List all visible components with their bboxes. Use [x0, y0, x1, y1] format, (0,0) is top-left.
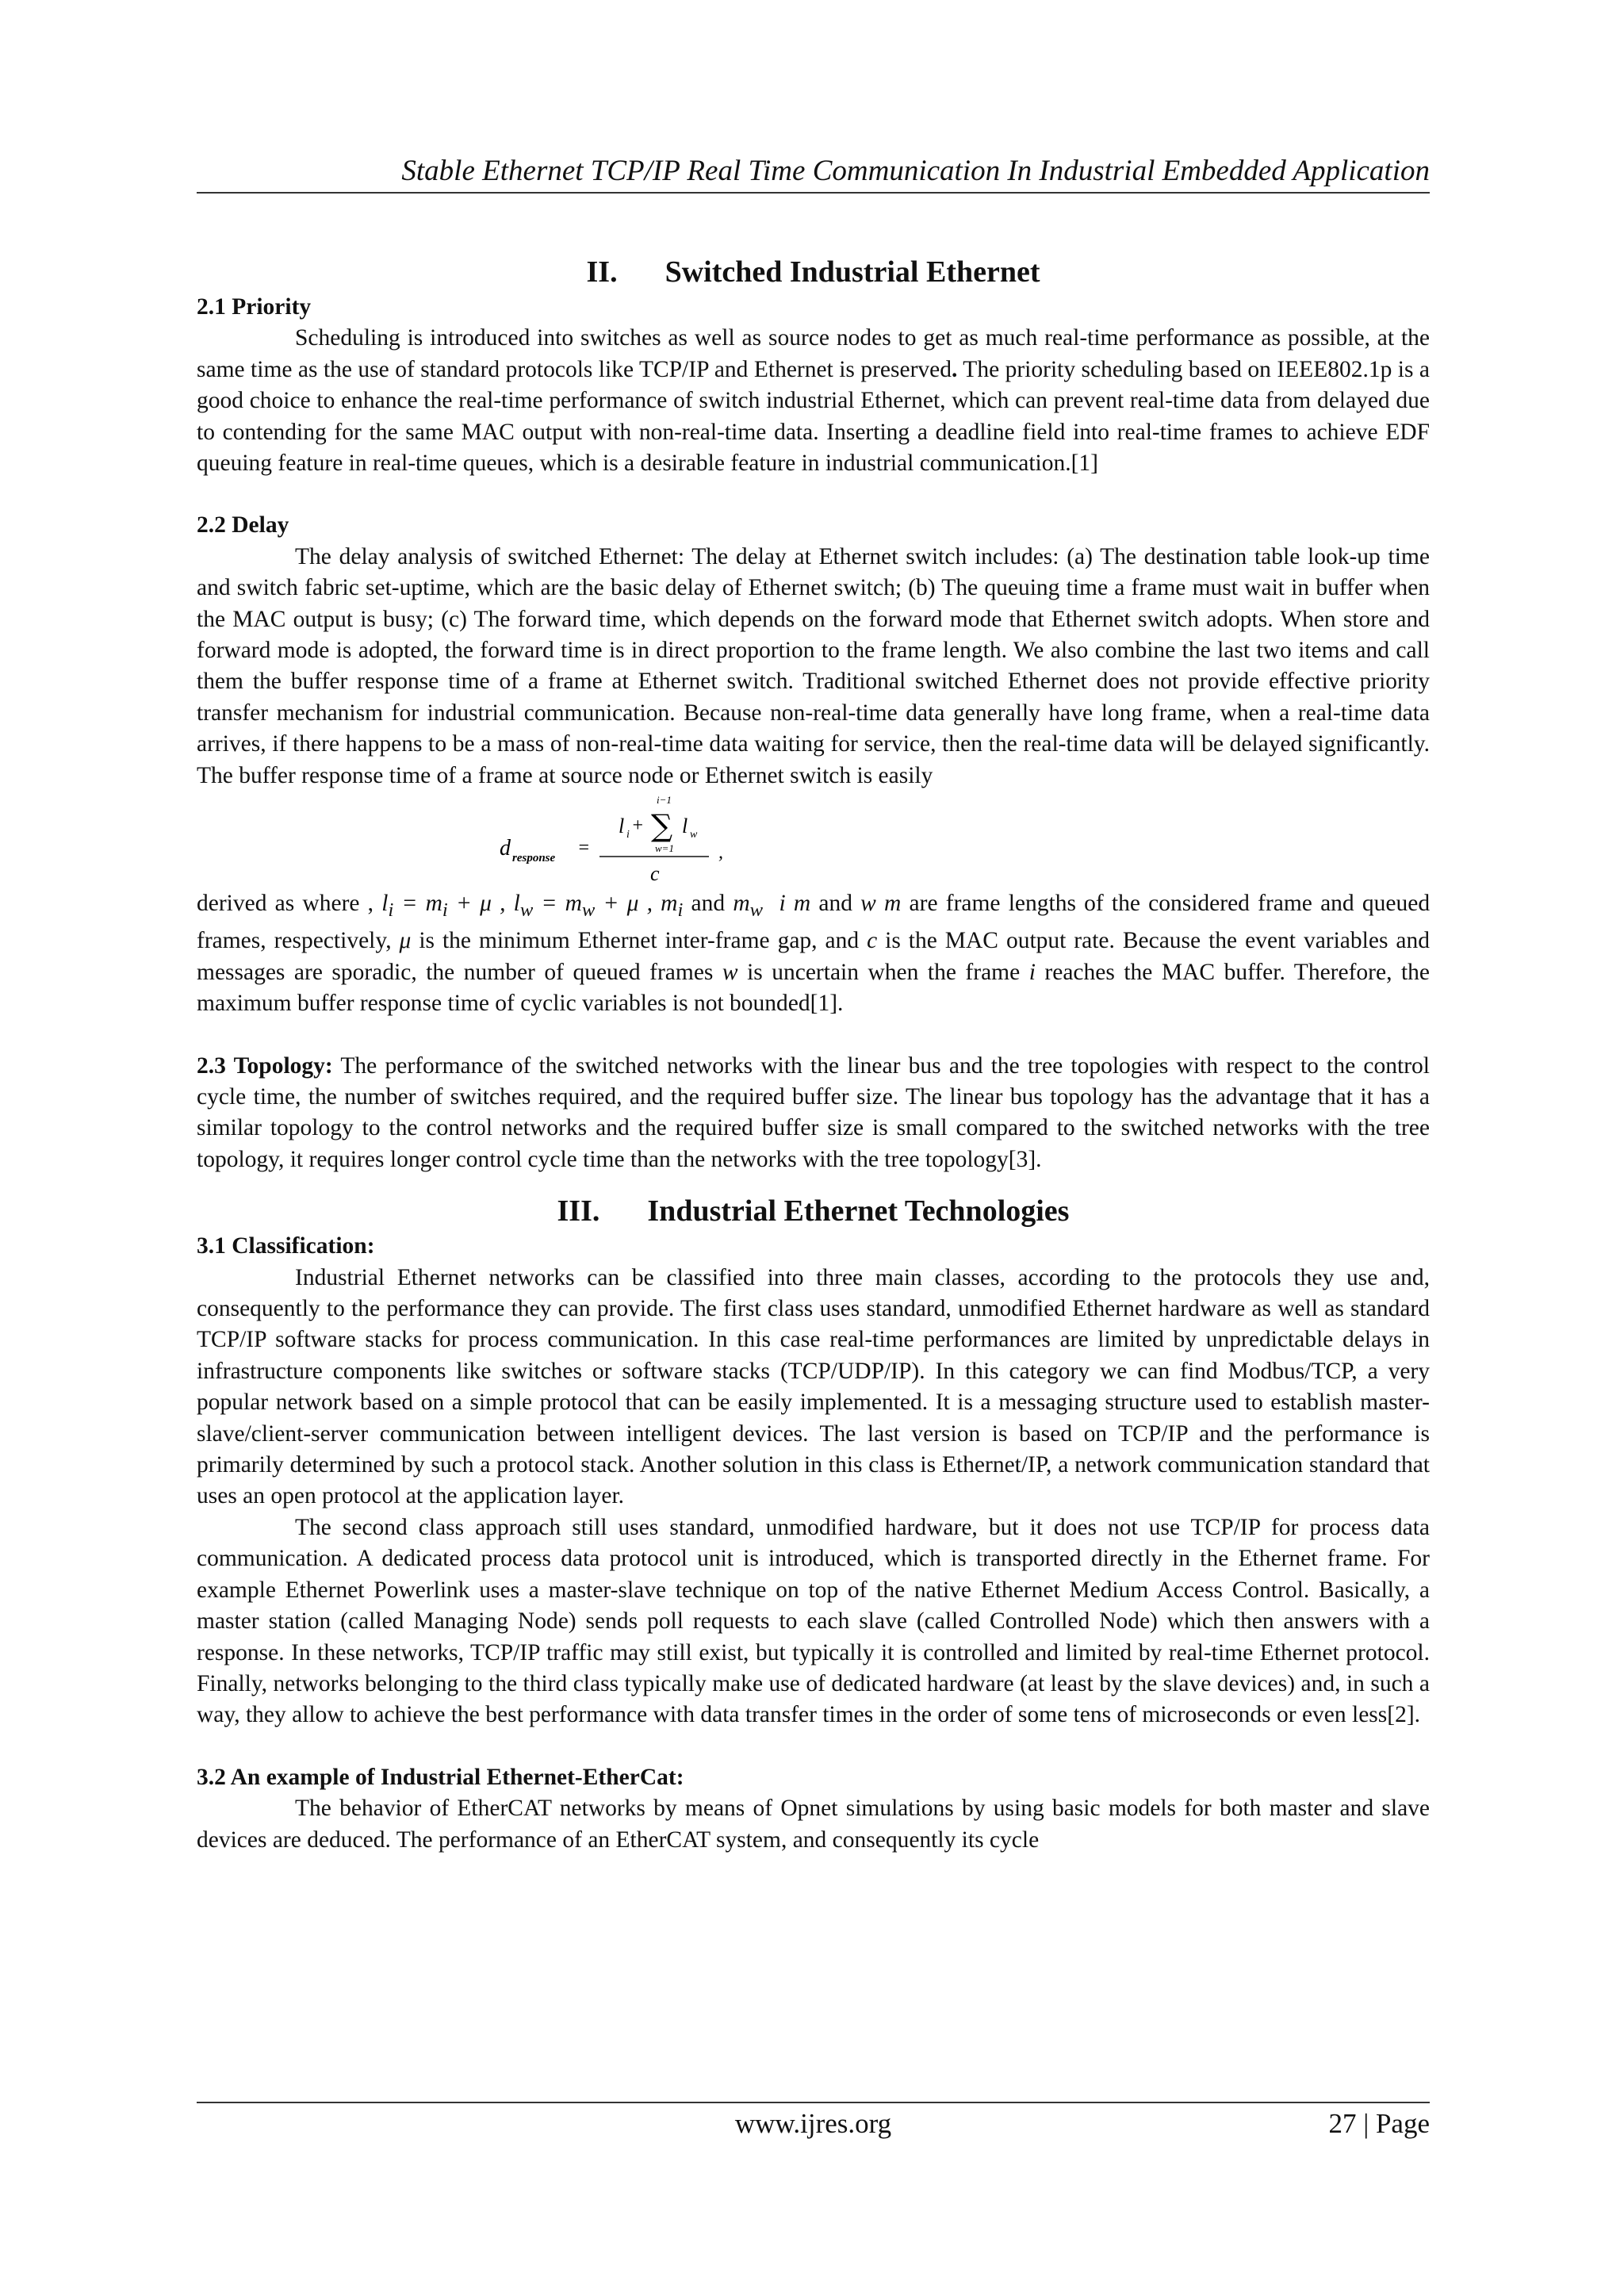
subsection-2-3-paragraph	[197, 1051, 1430, 1176]
running-header: Stable Ethernet TCP/IP Real Time Communication In Industrial Embedded Application	[401, 155, 1430, 187]
where-and-2: and	[810, 891, 861, 917]
footer-website: www.ijres.org	[734, 2108, 892, 2139]
where-and: and	[683, 891, 733, 917]
where-math-1: $l_i = m_i + \mu$ ,	[381, 891, 506, 921]
footer-page-number: 27 | Page	[1328, 2108, 1430, 2139]
where-math-3: $m_i$	[661, 891, 684, 921]
formula-sum-bottom: w=1	[655, 842, 674, 855]
var-w: w	[722, 959, 738, 985]
where-math-2: $l_w = m_w + \mu$ ,	[513, 891, 653, 921]
var-i-m: i m	[779, 891, 811, 917]
where-cont-2: is the minimum Ethernet inter-frame gap, and	[411, 928, 868, 954]
formula-num-a-sub: i	[626, 829, 630, 841]
formula-plus: +	[631, 815, 645, 837]
subsection-2-1-heading: 2.1 Priority	[197, 294, 312, 320]
subsection-2-1-paragraph	[197, 323, 1430, 479]
subsection-2-3-heading: 2.3 Topology:	[197, 1052, 333, 1079]
article-body	[197, 252, 1430, 1856]
s21-text-a: Scheduling is introduced into switches as well as source nodes to get as much real-time performance as possible, at the same time as the use of standard protocols like TCP/IP and Ethernet is preserved	[197, 325, 1430, 382]
section-3-number: III.	[557, 1194, 600, 1228]
where-math-4: $m_w$	[733, 891, 764, 921]
header-rule	[197, 192, 1430, 194]
where-cont-3: is the MAC output rate. Because the event variables and messages are sporadic, the number of queued frames	[197, 928, 1430, 985]
var-i: i	[1028, 959, 1036, 985]
subsection-2-3-text: The performance of the switched networks with the linear bus and the tree topologies with respect to the control cycle time, the number of switches required, and the required buffer size. The linear bus topology has the advantage that it has a similar topology to the control networks and the required buffer size is small compared to the switched networks with the tree topology, it requires longer control cycle time than the networks with the tree topology[3].	[197, 1052, 1430, 1172]
subsection-2-2-paragraph: The delay analysis of switched Ethernet: The delay at Ethernet switch includes: (a) The destination table look-up time and switch fabric set-uptime, which are the basic delay of Ethernet switch; (b) The queuing time a frame must wait in buffer when the MAC output is busy; (c) The forward time, which depends on the forward mode that Ethernet switch adopts. When store and forward mode is adopted, the forward time is in direct proportion to the frame length. We also combine the last two items and call them the buffer response time of a frame at Ethernet switch. Traditional switched Ethernet does not provide effective priority transfer mechanism for industrial communication. Because non-real-time data generally have long frame, when a real-time data arrives, if there happens to be a mass of non-real-time data waiting for service, then the real-time data will be delayed significantly. The buffer response time of a frame at source node or Ethernet switch is easily	[197, 543, 1430, 788]
delay-formula	[197, 792, 1430, 888]
formula-lhs: d	[500, 836, 511, 861]
var-w-m: w m	[860, 891, 902, 917]
where-cont-5: reaches the MAC buffer. Therefore, the maximum buffer response time of cyclic variables is not bounded[1].	[197, 959, 1430, 1017]
formula-svg	[498, 792, 736, 888]
subsection-3-1-heading: 3.1 Classification:	[197, 1233, 375, 1259]
subsection-3-1-paragraph-1: Industrial Ethernet networks can be classified into three main classes, according to the protocols they use and, consequently to the performance they can provide. The first class uses standard, unmodified Ethernet hardware as well as standard TCP/IP software stacks for process communication. In this case real-time performances are limited by unpredictable delays in infrastructure components like switches or software stacks (TCP/UDP/IP). In this category we can find Modbus/TCP, a very popular network based on a simple protocol that can be easily implemented. It is a messaging structure used to establish master-slave/client-server communication between intelligent devices. The last version is based on TCP/IP and the performance is primarily determined by such a protocol stack. Another solution in this class is Ethernet/IP, a network communication standard that uses an open protocol at the application layer.	[197, 1264, 1430, 1509]
formula-num-b: l	[682, 815, 688, 838]
formula-eq: =	[577, 838, 591, 859]
subsection-2-2-heading: 2.2 Delay	[197, 512, 289, 539]
section-3-title	[197, 1191, 1430, 1231]
where-cont-1: are frame lengths of the considered frame and queued frames, respectively,	[197, 891, 1431, 954]
formula-num-a: l	[619, 815, 625, 838]
section-3-title-text: Industrial Ethernet Technologies	[647, 1194, 1070, 1228]
subsection-3-2-paragraph: The behavior of EtherCAT networks by means of Opnet simulations by using basic models for both master and slave devices are deduced. The performance of an EtherCAT system, and consequently its cycle	[197, 1796, 1430, 1853]
section-2-title	[197, 252, 1430, 292]
section-2-number: II.	[586, 255, 618, 289]
formula-num-b-sub: w	[690, 829, 698, 841]
footer-rule	[197, 2102, 1430, 2103]
formula-lhs-sub: response	[512, 852, 556, 865]
formula-sum-top: i−1	[657, 794, 672, 807]
var-mu: μ	[399, 928, 412, 954]
section-2-title-text: Switched Industrial Ethernet	[665, 255, 1040, 289]
var-c: c	[867, 928, 878, 954]
sum-sign-icon: ∑	[651, 808, 673, 844]
s21-text-b: The priority scheduling based on IEEE802.1p is a good choice to enhance the real-time performance of switch industrial Ethernet, which can prevent real-time data from delayed due to contending for the same MAC output with non-real-time data. Inserting a deadline field into real-time frames to achieve EDF queuing feature in real-time queues, which is a desirable feature in industrial communication.[1]	[197, 356, 1430, 477]
subsection-2-2-continuation	[197, 888, 1430, 1020]
formula-den: c	[650, 862, 660, 886]
s21-bold-dot: .	[952, 356, 958, 382]
where-cont-4: is uncertain when the frame	[737, 959, 1029, 985]
where-lead: derived as where ,	[197, 891, 382, 917]
formula-comma: ,	[718, 842, 723, 864]
subsection-3-1-paragraph-2: The second class approach still uses standard, unmodified hardware, but it does not use TCP/IP for process data communication. A dedicated process data protocol unit is introduced, which is transported directly in the Ethernet frame. For example Ethernet Powerlink uses a master-slave technique on top of the native Ethernet Medium Access Control. Basically, a master station (called Managing Node) sends poll requests to each slave (called Controlled Node) which then answers with a response. In these networks, TCP/IP traffic may still exist, but typically it is controlled and limited by real-time Ethernet protocol. Finally, networks belonging to the third class typically make use of dedicated hardware (at least by the slave devices) and, in such a way, they allow to achieve the best performance with data transfer times in the order of some tens of microseconds or even less[2].	[197, 1514, 1430, 1728]
subsection-3-2-heading: 3.2 An example of Industrial Ethernet-EtherCat:	[197, 1764, 684, 1790]
